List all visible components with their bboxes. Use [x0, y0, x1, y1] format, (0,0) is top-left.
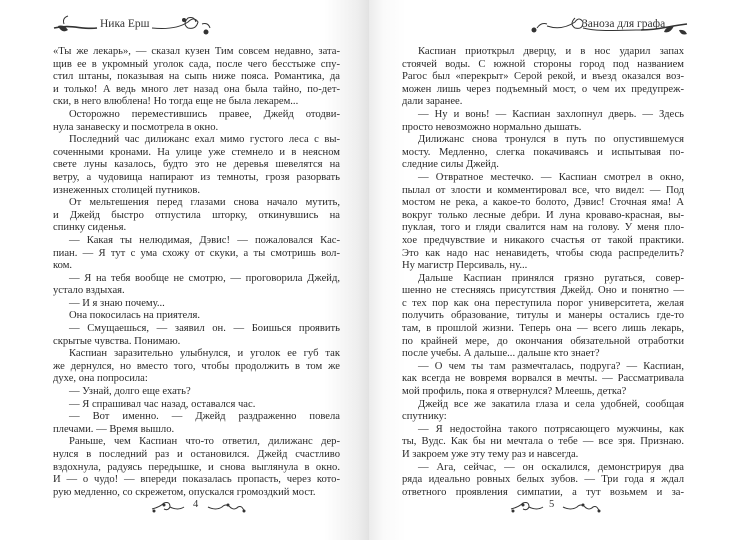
text-line: Каспиан заразительно улыбнулся, и уголок ее губ так — [69, 348, 340, 360]
text-line: спинку сиденья. — [53, 222, 127, 234]
text-line: — Я недостойна такого потрясающего мужчины, как — [418, 423, 684, 435]
text-line: — Ага, сейчас, — он оскалился, демонстрируя два — [418, 461, 684, 473]
paragraph — [53, 323, 340, 348]
text-line: мостом не река, а какое-то болото, Дэвис! Сточная яма! А — [402, 197, 684, 209]
text-line: стоячей воды. С южной стороны город под названием — [402, 58, 684, 70]
text-line: же дернулся, но вместо того, чтобы продолжить в том же — [53, 360, 340, 372]
text-line: Ну магистр Персиваль, ну... — [402, 260, 528, 272]
text-line: плечами. — Время вышло. — [53, 423, 175, 435]
folio-ornament-right-icon — [206, 501, 246, 513]
paragraph — [53, 109, 340, 134]
text-line: пылал от злости и комментировал все, что видел: — Под — [402, 184, 684, 196]
text-line: свете луны казалось, будто это не деревья шевелятся на — [53, 159, 340, 171]
paragraph — [402, 172, 684, 273]
text-line: — Какая ты нелюдимая, Дэвис! — пожаловался Кас- — [69, 234, 340, 246]
text-line: дали заранее. — [402, 96, 463, 108]
text-line: Дилижанс снова тронулся в путь по опустившемуся — [418, 134, 684, 146]
text-line: ты, Вудс. Как бы ни мечтала о тебе — все зря. Признаю. — [402, 436, 684, 448]
page-number: 5 — [549, 499, 555, 510]
paragraph — [53, 197, 340, 235]
text-line: следние силы Джейд. — [402, 159, 499, 171]
text-line: духе, она попросила: — [53, 373, 148, 385]
text-line: ряда идеально ровных белых зубов. — Три года я ждал — [402, 474, 684, 486]
text-line: рую медленно, со скрежетом, опускался громоздкий мост. — [53, 486, 316, 498]
text-line: и Джейд быстро отпустила шторку, откинувшись на — [53, 209, 340, 221]
text-line: там, в прошлой жизни. Теперь она — всего лишь лекарь, — [402, 323, 684, 335]
text-line: по крайней мере, до окончания обязательной отработки — [402, 335, 684, 347]
text-line: мосту. Медленно, слегка покачиваясь и испытывая по- — [402, 146, 684, 158]
text-line: после учебы. А дальше... дальше кто знает? — [402, 348, 600, 360]
text-line: — Ну и вонь! — Каспиан захлопнул дверь. — Здесь — [418, 108, 684, 120]
text-line: — И я знаю почему... — [69, 297, 165, 309]
running-header-author: Ника Ерш — [100, 18, 150, 30]
text-line: Осторожно переместившись правее, Джейд отодви- — [69, 108, 340, 120]
paragraph — [402, 399, 684, 424]
text-line: изнеженных столицей путников. — [53, 184, 200, 196]
paragraph — [402, 462, 684, 500]
text-line: — Отвратное местечко. — Каспиан смотрел в окно, — [418, 171, 684, 183]
page-body-text — [402, 46, 684, 499]
text-line: — Узнай, долго еще ехать? — [69, 386, 191, 398]
text-line: И — о чудо! — впереди показалась пропасть, через кото- — [53, 474, 340, 486]
folio-ornament-left-icon — [150, 501, 186, 513]
paragraph — [402, 109, 684, 134]
text-line: и только! А ведь много лет назад она была тайно, по-дет- — [53, 83, 340, 95]
text-line: как всегда не вовремя ворвался в мечты. — Рассматривала — [402, 373, 684, 385]
text-line: — О чем ты там размечталась, подруга? — Каспиан, — [418, 360, 684, 372]
text-line: — Смущаешься, — заявил он. — Боишься проявить — [69, 323, 340, 335]
paragraph — [53, 298, 340, 311]
paragraph — [402, 134, 684, 172]
text-line: Это как надо нас ненавидеть, чтобы сюда распределить? — [402, 247, 684, 259]
paragraph — [53, 411, 340, 436]
text-line: скрытые чувства. Понимаю. — [53, 335, 181, 347]
text-line: хое предчувствие и никакого счастья от такой практики. — [402, 234, 684, 246]
text-line: соченными кронами. На улице уже стемнело и в неясном — [53, 146, 340, 158]
text-line: Раньше, чем Каспиан что-то ответил, дилижанс дер- — [69, 436, 340, 448]
right-page — [369, 0, 738, 540]
paragraph — [53, 235, 340, 273]
paragraph — [402, 361, 684, 399]
paragraph — [53, 310, 340, 323]
folio-ornament-right-icon — [561, 501, 601, 513]
text-line: От мельтешения перед глазами снова начало мутить, — [69, 197, 340, 209]
paragraph — [53, 436, 340, 499]
paragraph — [53, 273, 340, 298]
text-line: — Я на тебя вообще не смотрю, — проговорила Джейд, — [69, 272, 340, 284]
text-line: стил штаны, показывая на сыпь ниже пояса. Романтика, да — [53, 71, 340, 83]
paragraph — [53, 134, 340, 197]
text-line: — Вот именно. — Джейд раздраженно повела — [69, 411, 340, 423]
text-line: устало вздыхая. — [53, 285, 125, 297]
text-line: с тех пор как она переступила порог университета, желая — [402, 297, 684, 309]
paragraph — [402, 424, 684, 462]
text-line: пиан. — Я тут с ума схожу от скуки, а ты смотришь вол- — [53, 247, 340, 259]
text-line: «Ты же лекарь», — сказал кузен Тим совсем недавно, зата- — [53, 46, 340, 57]
text-line: Она покосилась на приятеля. — [69, 310, 201, 322]
text-line: Джейд все же закатила глаза и села удобней, сообщая — [418, 398, 684, 410]
text-line: получить образование, титулы и манеры остались где-то — [402, 310, 684, 322]
text-line: шенно не стесняясь присутствия Джейд. Оно и понятно — — [402, 285, 684, 297]
running-header-title: Заноза для графа — [582, 18, 666, 30]
text-line: щив ее в укромный уголок сада, после чего бесстыже спу- — [53, 58, 340, 70]
text-line: можен лишь через подъемный мост, о чем их предупреж- — [402, 83, 684, 95]
text-line: И закроем уже эту тему раз и навсегда. — [402, 449, 579, 460]
text-line: ответного проявления симпатии, а тут возьмем и за- — [402, 486, 684, 498]
text-line: Рагос был «перекрыт» Серой рекой, и въезд оказался воз- — [402, 71, 684, 83]
text-line: Дальше Каспиан принялся грязно ругаться, совер- — [418, 272, 684, 284]
text-line: — Я спрашивал час назад, оставался час. — [69, 398, 256, 410]
folio-ornament-left-icon — [509, 501, 545, 513]
paragraph — [53, 46, 340, 109]
text-line: Каспиан приоткрыл дверцу, и в нос ударил запах — [418, 46, 684, 57]
paragraph — [53, 348, 340, 386]
text-line: просто невозможно нормально дышать. — [402, 121, 582, 133]
text-line: ски, в него влюблена! Но тогда еще не была лекарем... — [53, 96, 299, 108]
paragraph — [402, 46, 684, 109]
paragraph — [402, 273, 684, 361]
text-line: мой профиль, пока я отвернулся? Млеешь, детка? — [402, 386, 627, 398]
text-line: спутнику: — [402, 411, 447, 423]
text-line: пуклая, того и гляди свалится нам на голову. У меня пло- — [402, 222, 684, 234]
paragraph — [53, 386, 340, 399]
text-line: ветру, а чудовища напирают из темноты, грозя разорвать — [53, 171, 340, 183]
page-number: 4 — [193, 499, 199, 510]
paragraph — [53, 399, 340, 412]
text-line: ком. — [53, 260, 73, 272]
text-line: вокруг только лесные дебри. И луна кроваво-красная, вы- — [402, 209, 684, 221]
text-line: вздохнула, радуясь передышке, и снова выглянула в окно. — [53, 461, 340, 473]
text-line: нула занавеску и посмотрела в окно. — [53, 121, 219, 133]
text-line: Последний час дилижанс ехал мимо густого леса с вы- — [69, 134, 340, 146]
text-line: нулся в последний раз и остановился. Джейд счастливо — [53, 449, 340, 460]
page-body-text — [53, 46, 340, 499]
